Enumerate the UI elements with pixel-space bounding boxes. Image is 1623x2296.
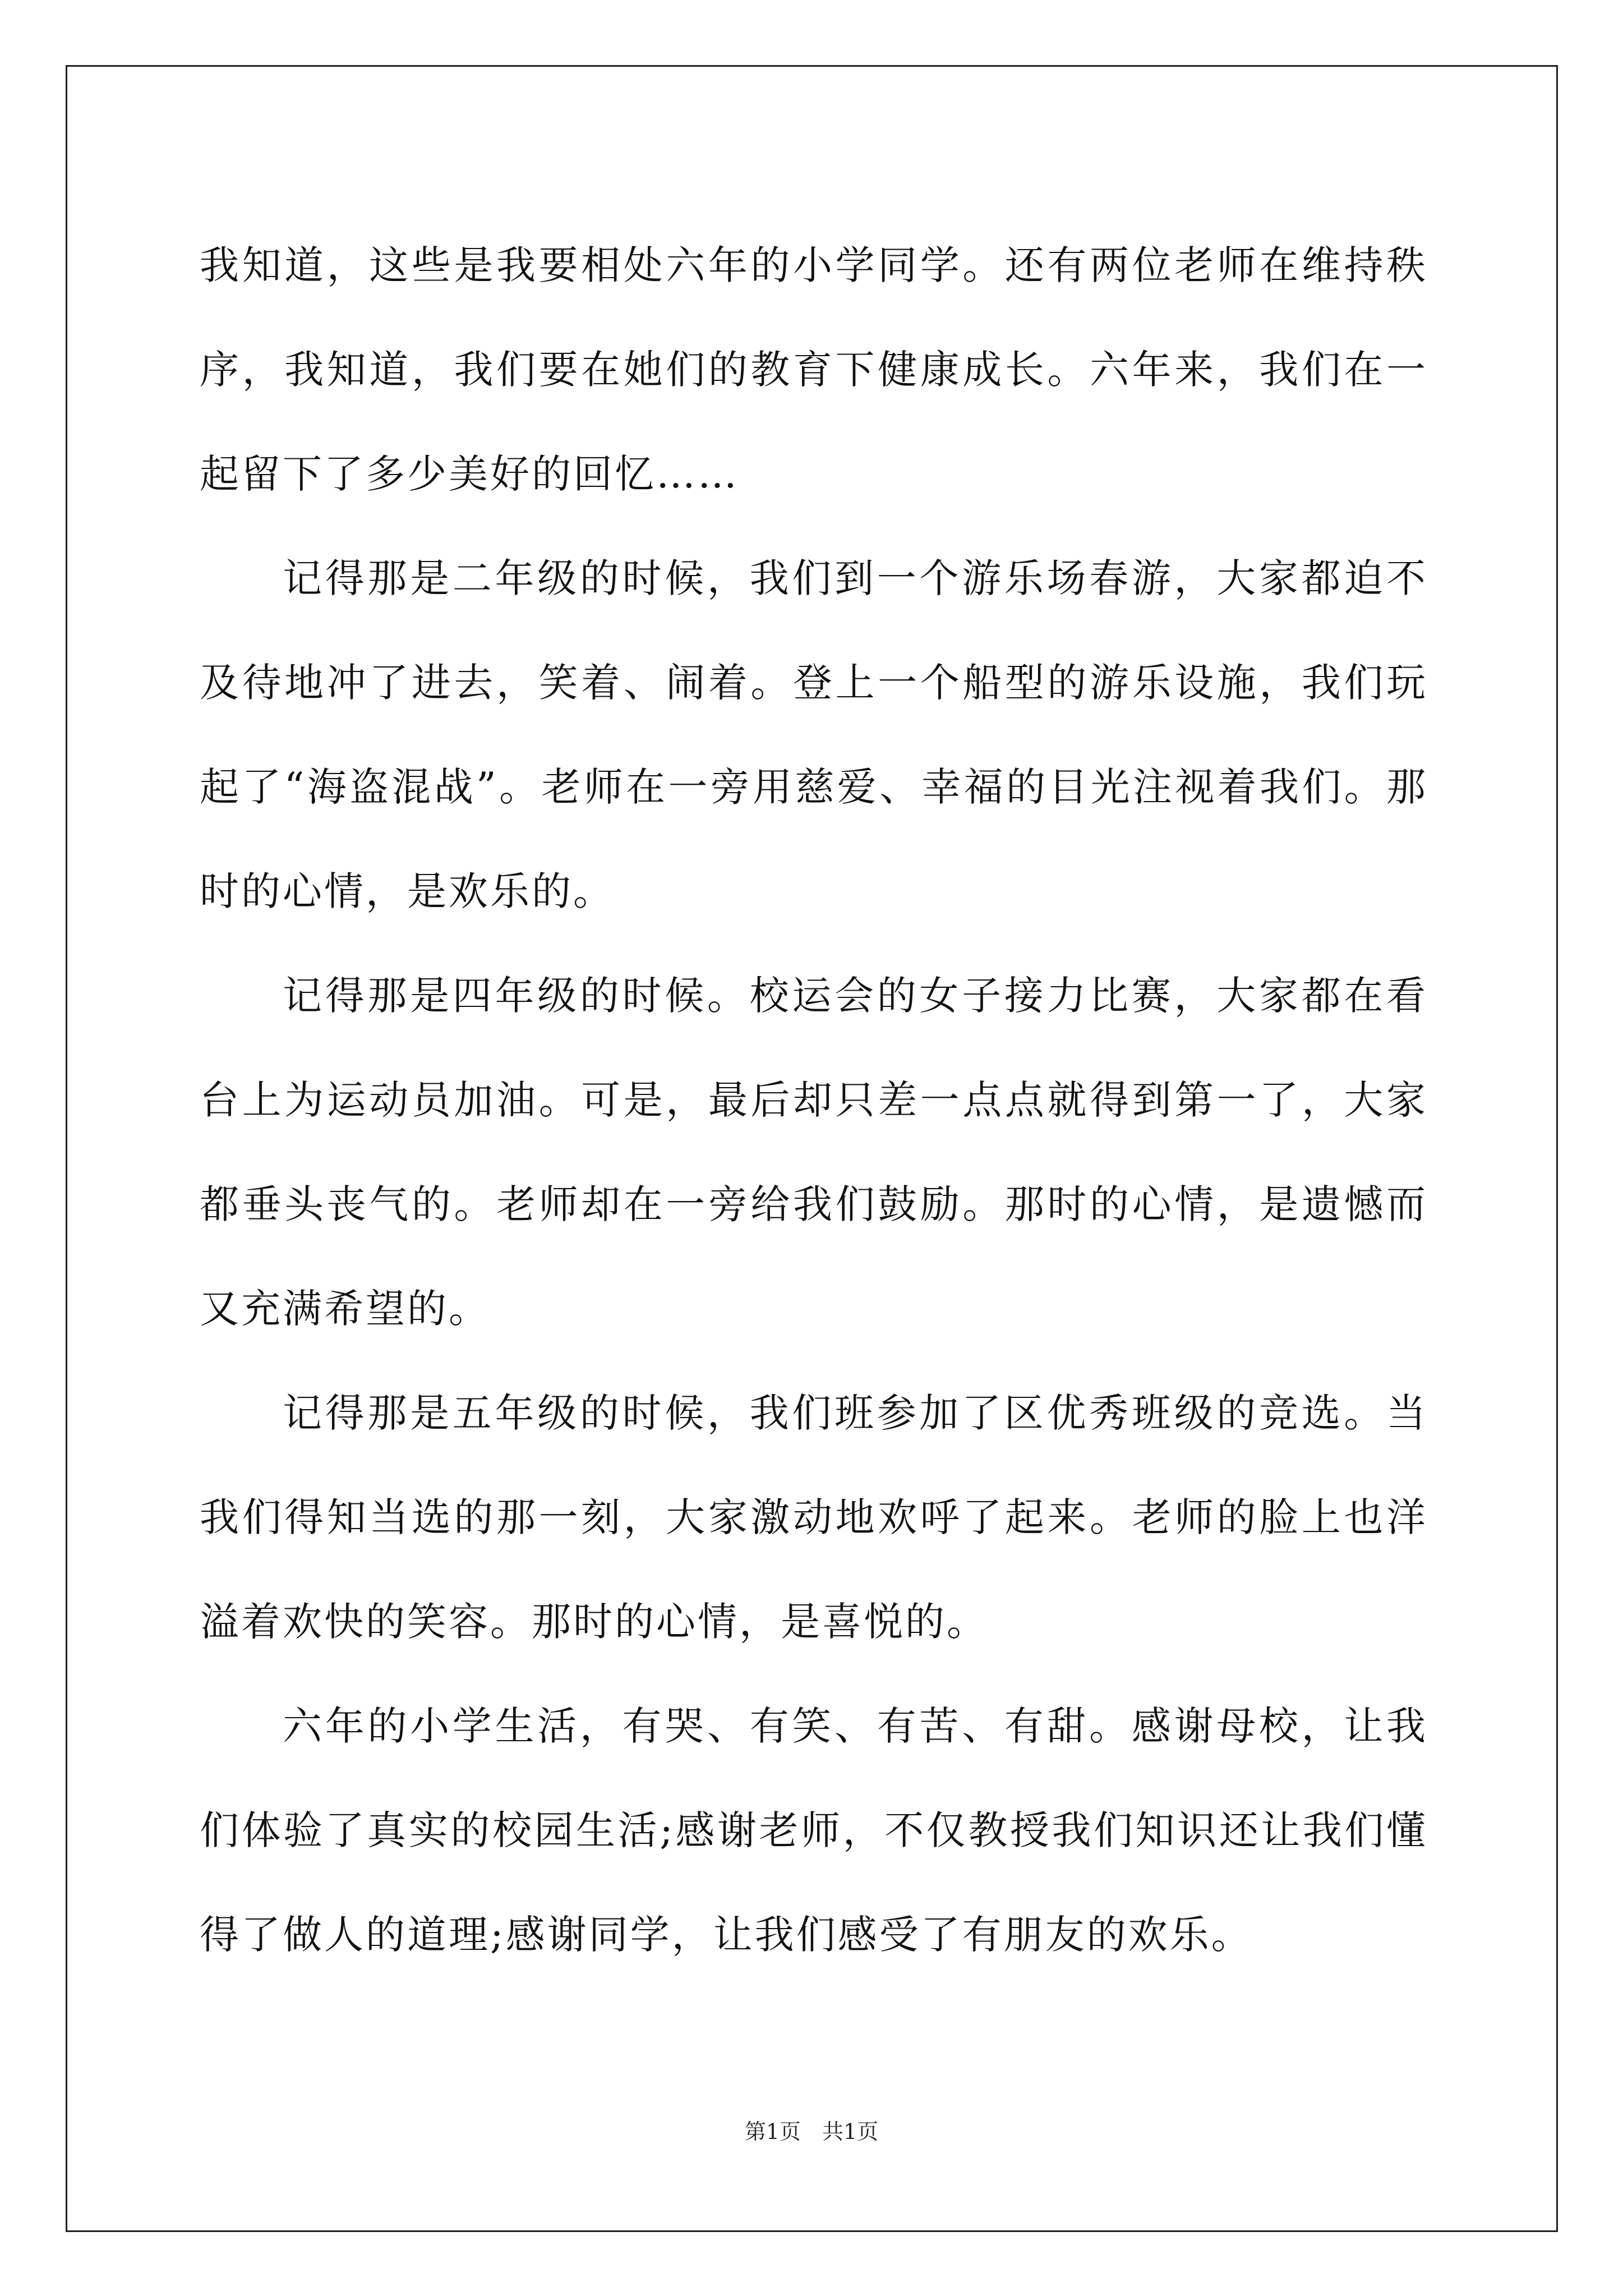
paragraph: 我知道，这些是我要相处六年的小学同学。还有两位老师在维持秩序，我知道，我们要在她们的教育下健康成长。六年来，我们在一起留下了多少美好的回忆…… — [200, 242, 1428, 497]
paragraph: 记得那是五年级的时候，我们班参加了区优秀班级的竞选。当我们得知当选的那一刻，大家激动地欢呼了起来。老师的脸上也洋溢着欢快的笑容。那时的心情，是喜悦的。 — [200, 1390, 1428, 1645]
paragraph: 记得那是四年级的时候。校运会的女子接力比赛，大家都在看台上为运动员加油。可是，最后却只差一点点就得到第一了，大家都垂头丧气的。老师却在一旁给我们鼓励。那时的心情，是遗憾而又充满希望的。 — [200, 973, 1428, 1332]
document-body — [200, 213, 1428, 1987]
paragraph: 六年的小学生活，有哭、有笑、有苦、有甜。感谢母校，让我们体验了真实的校园生活;感谢老师，不仅教授我们知识还让我们懂得了做人的道理;感谢同学，让我们感受了有朋友的欢乐。 — [200, 1703, 1428, 1958]
paragraph: 记得那是二年级的时候，我们到一个游乐场春游，大家都迫不及待地冲了进去，笑着、闹着。登上一个船型的游乐设施，我们玩起了“海盗混战”。老师在一旁用慈爱、幸福的目光注视着我们。那时的心情，是欢乐的。 — [200, 555, 1428, 914]
page-footer: 第1页 共1页 — [744, 2119, 879, 2144]
